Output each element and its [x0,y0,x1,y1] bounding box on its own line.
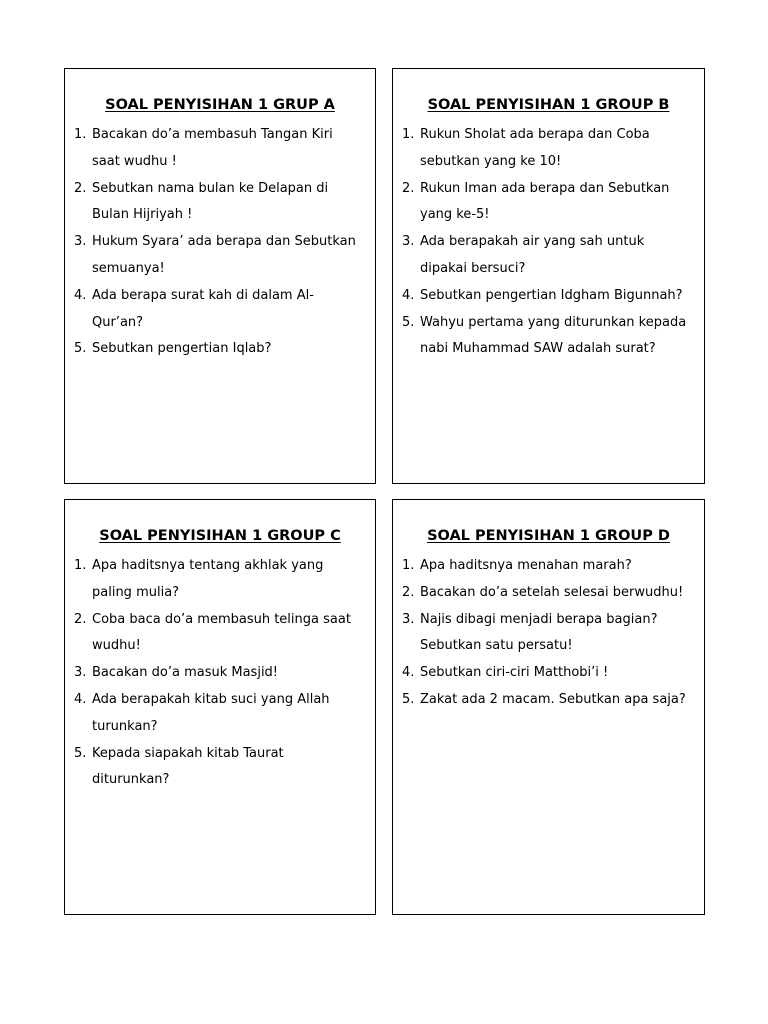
item-number: 5. [402,314,415,330]
question-text: Bacakan do’a masuk Masjid! [92,665,279,681]
list-item [65,283,361,337]
item-number: 3. [74,665,87,681]
question-text: Hukum Syara’ ada berapa dan Sebutkan semuanya! [92,234,356,276]
item-number: 4. [402,665,415,681]
list-item [65,176,361,230]
question-text: Sebutkan ciri-ciri Matthobi’i ! [420,665,609,681]
list-item [393,283,690,310]
item-number: 3. [74,234,87,250]
question-text: Sebutkan pengertian Iqlab? [92,341,272,357]
item-number: 4. [402,287,415,303]
question-text: Bacakan do’a setelah selesai berwudhu! [420,584,684,600]
item-number: 2. [74,180,87,196]
question-text: Coba baca do’a membasuh telinga saat wudhu! [92,611,351,654]
card-title: SOAL PENYISIHAN 1 GROUP D [427,528,670,544]
item-number: 1. [402,558,415,573]
card-title: SOAL PENYISIHAN 1 GROUP B [427,97,670,113]
list-item [393,122,690,176]
question-text: Rukun Sholat ada berapa dan Coba sebutkan yang ke 10! [420,127,650,169]
question-text: Najis dibagi menjadi berapa bagian? Sebutkan satu persatu! [420,611,658,654]
list-item [65,687,361,741]
question-card-group-c [64,499,376,915]
question-text: Sebutkan nama bulan ke Delapan di Bulan Hijriyah ! [92,180,329,223]
item-number: 4. [74,691,87,707]
question-text: Ada berapa surat kah di dalam Al-Qur’an? [92,287,314,330]
item-number: 2. [402,180,415,196]
item-number: 1. [74,558,87,573]
item-number: 1. [74,127,87,142]
list-item [393,580,690,607]
item-number: 5. [74,745,87,761]
question-text: Apa haditsnya menahan marah? [420,558,632,573]
list-item [393,229,690,283]
question-list [65,553,361,794]
list-item [65,229,361,283]
list-item [393,687,690,714]
item-number: 3. [402,234,415,250]
item-number: 5. [402,691,415,707]
question-list [65,122,361,363]
question-text: Rukun Iman ada berapa dan Sebutkan yang ke-5! [420,180,670,223]
list-item [65,741,361,795]
list-item [393,176,690,230]
question-list [393,122,690,363]
list-item [65,122,361,176]
list-item [65,607,361,661]
list-item [65,660,361,687]
card-title: SOAL PENYISIHAN 1 GROUP C [99,528,341,544]
list-item [393,607,690,661]
question-list [393,553,690,714]
question-card-group-d [392,499,705,915]
question-card-group-b [392,68,705,484]
card-title: SOAL PENYISIHAN 1 GRUP A [105,97,335,113]
question-text: Ada berapakah kitab suci yang Allah turunkan? [92,691,330,734]
question-text: Sebutkan pengertian Idgham Bigunnah? [420,287,683,303]
item-number: 2. [74,611,87,627]
question-text: Apa haditsnya tentang akhlak yang paling mulia? [92,558,324,600]
item-number: 1. [402,127,415,142]
question-text: Bacakan do’a membasuh Tangan Kiri saat wudhu ! [92,127,333,169]
item-number: 2. [402,584,415,600]
question-text: Ada berapakah air yang sah untuk dipakai bersuci? [420,234,645,276]
item-number: 4. [74,287,87,303]
list-item [65,336,361,363]
question-text: Wahyu pertama yang diturunkan kepada nabi Muhammad SAW adalah surat? [420,314,687,357]
item-number: 3. [402,611,415,627]
list-item [393,553,690,580]
question-card-group-a [64,68,376,484]
list-item [65,553,361,607]
question-text: Zakat ada 2 macam. Sebutkan apa saja? [420,691,686,707]
list-item [393,310,690,364]
list-item [393,660,690,687]
question-text: Kepada siapakah kitab Taurat diturunkan? [92,745,284,788]
item-number: 5. [74,341,87,357]
